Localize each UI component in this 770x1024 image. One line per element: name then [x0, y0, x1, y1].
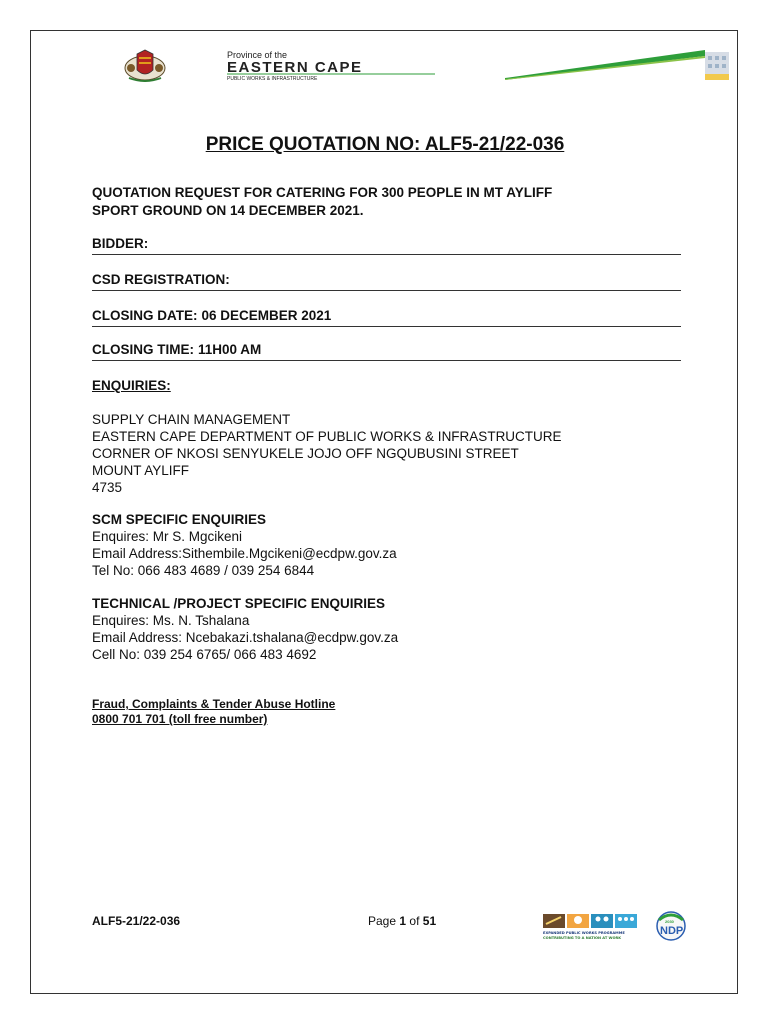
epwp-tagline: CONTRIBUTING TO A NATION AT WORK	[543, 936, 622, 940]
technical-heading: TECHNICAL /PROJECT SPECIFIC ENQUIRIES	[92, 596, 386, 611]
address-line: EASTERN CAPE DEPARTMENT OF PUBLIC WORKS & INFRASTRUCTURE	[92, 429, 562, 444]
bidder-field	[92, 236, 681, 255]
bidder-label: BIDDER:	[92, 236, 149, 251]
technical-enquiries	[92, 595, 692, 663]
address-line: MOUNT AYLIFF	[92, 463, 190, 478]
csd-registration-field	[92, 272, 681, 291]
logo-text-sub: PUBLIC WORKS & INFRASTRUCTURE	[227, 76, 318, 82]
enquiries-address	[92, 411, 692, 496]
enquiries-heading: ENQUIRIES:	[92, 378, 171, 393]
footer-logos	[543, 910, 693, 946]
eastern-cape-logo	[123, 48, 443, 82]
epwp-logo-icon	[543, 914, 637, 940]
page-prefix: Page	[368, 914, 397, 928]
hotline-number: 0800 701 701 (toll free number)	[92, 712, 268, 726]
request-line-1: QUOTATION REQUEST FOR CATERING FOR 300 PEOPLE IN MT AYLIFF	[92, 185, 553, 200]
fraud-hotline	[92, 697, 335, 727]
page-of: of	[409, 914, 420, 928]
technical-cell: Cell No: 039 254 6765/ 066 483 4692	[92, 647, 317, 662]
coat-of-arms-icon	[125, 50, 165, 81]
hotline-title: Fraud, Complaints & Tender Abuse Hotline	[92, 697, 336, 711]
closing-time-field	[92, 342, 681, 361]
page-title: PRICE QUOTATION NO: ALF5-21/22-036	[205, 134, 565, 155]
scm-tel: Tel No: 066 483 4689 / 039 254 6844	[92, 563, 315, 578]
technical-email: Email Address: Ncebakazi.tshalana@ecdpw.gov.za	[92, 630, 399, 645]
technical-contact-person: Enquires: Ms. N. Tshalana	[92, 613, 250, 628]
csd-registration-label: CSD REGISTRATION:	[92, 272, 230, 287]
ndp-text: NDP	[660, 925, 684, 937]
scm-contact-person: Enquires: Mr S. Mgcikeni	[92, 529, 243, 544]
header-green-stripe	[505, 44, 731, 82]
logo-text-top: Province of the	[227, 50, 288, 60]
ndp-logo-icon	[657, 912, 685, 940]
scm-email: Email Address:Sithembile.Mgcikeni@ecdpw.gov.za	[92, 546, 397, 561]
address-line: SUPPLY CHAIN MANAGEMENT	[92, 412, 291, 427]
scm-enquiries	[92, 511, 692, 579]
ndp-year: 2030	[665, 919, 674, 924]
address-line: CORNER OF NKOSI SENYUKELE JOJO OFF NGQUBUSINI STREET	[92, 446, 519, 461]
closing-time-value: 11H00 AM	[198, 342, 262, 357]
closing-date-label: CLOSING DATE:	[92, 308, 198, 323]
building-icon	[705, 52, 729, 80]
closing-date-field	[92, 308, 681, 327]
logo-text-main: EASTERN CAPE	[227, 59, 363, 76]
closing-time-label: CLOSING TIME:	[92, 342, 194, 357]
request-line-2: SPORT GROUND ON 14 DECEMBER 2021.	[92, 203, 364, 218]
quotation-request	[92, 184, 692, 220]
scm-heading: SCM SPECIFIC ENQUIRIES	[92, 512, 267, 527]
address-line: 4735	[92, 480, 123, 495]
closing-date-value: 06 DECEMBER 2021	[201, 308, 332, 323]
page-number	[368, 914, 436, 928]
epwp-text: EXPANDED PUBLIC WORKS PROGRAMME	[543, 931, 625, 935]
page-total: 51	[422, 914, 437, 928]
page-current: 1	[399, 914, 407, 928]
footer-reference: ALF5-21/22-036	[92, 914, 181, 928]
